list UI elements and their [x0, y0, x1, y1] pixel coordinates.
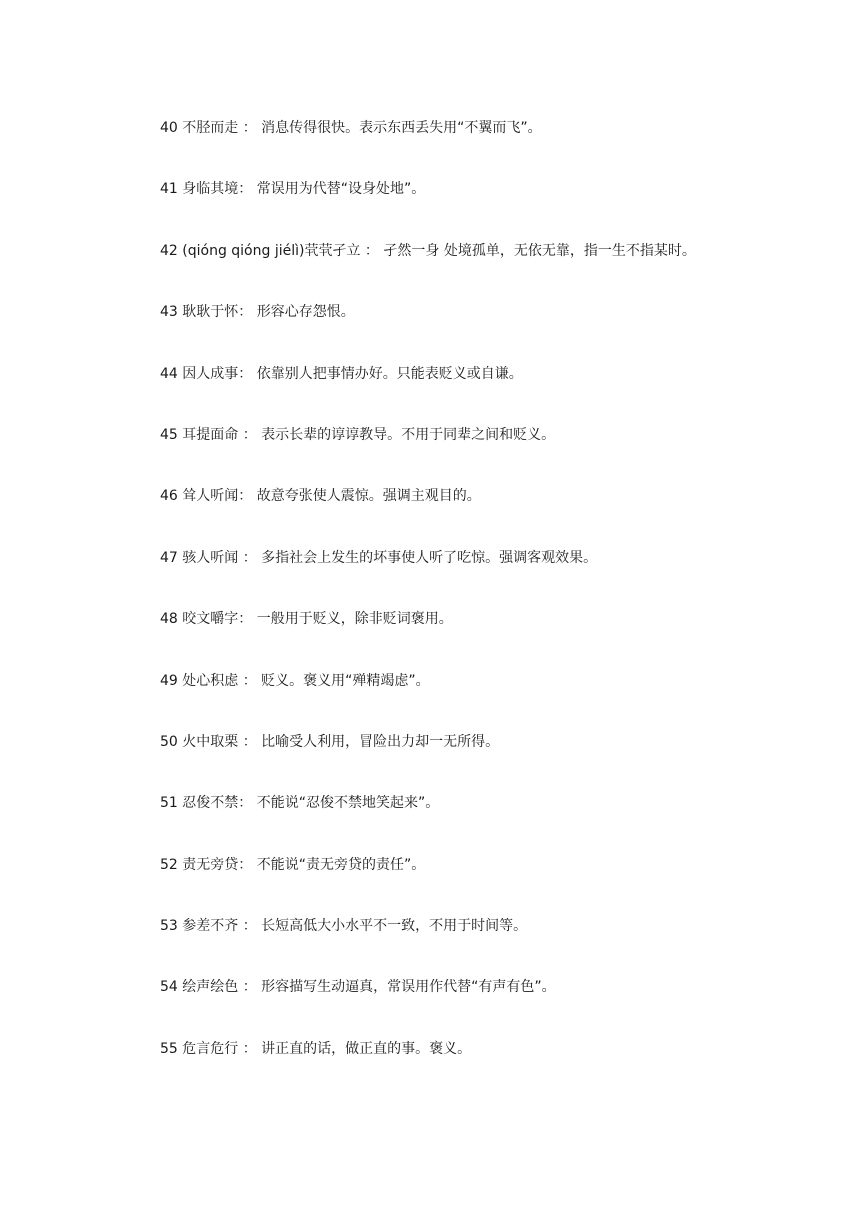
idiom-entry-49: 49 处心积虑 ： 贬义。褒义用“殚精竭虑”。	[160, 672, 430, 689]
idiom-entry-55: 55 危言危行 ： 讲正直的话，做正直的事。褒义。	[160, 1040, 472, 1057]
idiom-entry-53: 53 参差不齐 ： 长短高低大小水平不一致，不用于时间等。	[160, 918, 528, 935]
idiom-entry-54: 54 绘声绘色 ： 形容描写生动逼真，常误用作代替“有声有色”。	[160, 979, 556, 996]
idiom-entry-42: 42 (qióng qióng jiélì)茕茕孑立 ： 孑然一身 处境孤单，无依无靠，指一生不指某时。	[160, 242, 696, 259]
idiom-entry-47: 47 骇人听闻 ： 多指社会上发生的坏事使人听了吃惊。强调客观效果。	[160, 549, 598, 566]
idiom-entry-48: 48 咬文嚼字： 一般用于贬义，除非贬词褒用。	[160, 611, 453, 628]
idiom-entry-50: 50 火中取栗 ： 比喻受人利用，冒险出力却一无所得。	[160, 733, 500, 750]
idiom-entry-41: 41 身临其境： 常误用为代替“设身处地”。	[160, 181, 426, 198]
idiom-entry-51: 51 忍俊不禁： 不能说“忍俊不禁地笑起来”。	[160, 795, 440, 812]
idiom-list	[160, 117, 840, 1099]
idiom-entry-44: 44 因人成事： 依靠别人把事情办好。只能表贬义或自谦。	[160, 365, 523, 382]
idiom-entry-45: 45 耳提面命 ： 表示长辈的谆谆教导。不用于同辈之间和贬义。	[160, 426, 556, 443]
idiom-entry-46: 46 耸人听闻： 故意夸张使人震惊。强调主观目的。	[160, 488, 481, 505]
idiom-entry-52: 52 责无旁贷： 不能说“责无旁贷的责任”。	[160, 856, 426, 873]
idiom-entry-43: 43 耿耿于怀： 形容心存怨恨。	[160, 304, 355, 321]
idiom-entry-40: 40 不胫而走 ： 消息传得很快。表示东西丢失用“不翼而飞”。	[160, 120, 542, 136]
